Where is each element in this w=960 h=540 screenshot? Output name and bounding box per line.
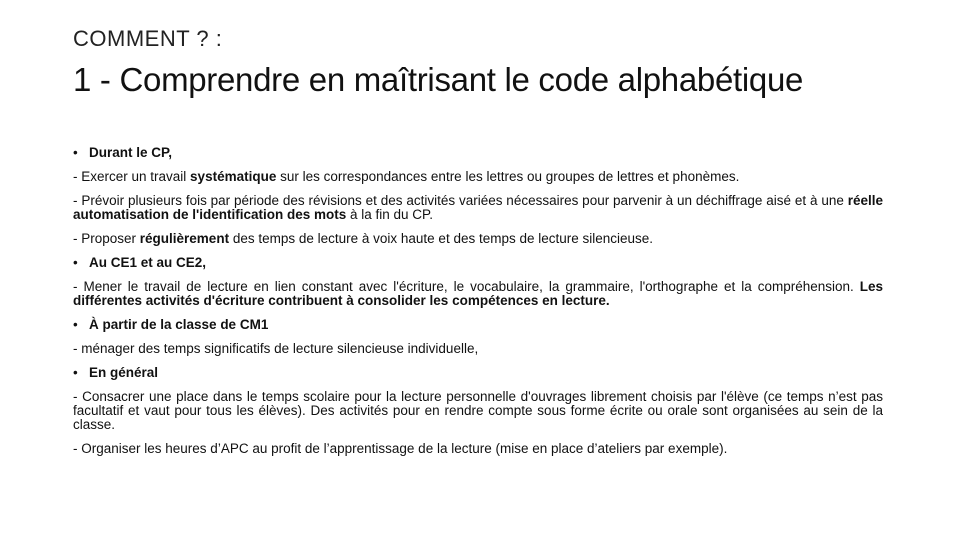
subtitle: COMMENT ? : [73,26,223,51]
emphasis: Les différentes activités d'écriture contribuent à consolider les compétences en lecture. [73,279,883,308]
bullet-general [73,366,883,380]
line-menager [73,342,883,356]
emphasis: systématique [190,169,277,184]
bullet-icon: • [73,317,78,332]
bullet-label: En général [89,365,159,380]
bullet-durant-cp [73,146,883,160]
bullet-icon: • [73,365,78,380]
line-prevoir [73,194,883,222]
emphasis: régulièrement [139,231,230,246]
text: - Organiser les heures d’APC au profit de l’apprentissage de la lecture (mise en place d’ateliers par exemple). [73,441,728,456]
text: - Proposer [73,231,140,246]
text: - Exercer un travail [73,169,191,184]
text: sur les correspondances entre les lettres ou groupes de lettres et phonèmes. [276,169,740,184]
text: - Consacrer une place dans le temps scolaire pour la lecture personnelle d'ouvrages librement choisis par l'élève (ce temps n’est pas facultatif et vaut pour tous les élèves). Des activités pour en rendre compte sous forme écrite ou orale sont organisées au sein de la classe. [73,389,883,432]
line-organiser [73,442,883,456]
line-exercer [73,170,883,184]
bullet-cm1 [73,318,883,332]
text: - Prévoir plusieurs fois par période des révisions et des activités variées nécessaires pour parvenir à un déchiffrage aisé et à une [73,193,848,208]
content-body [73,146,883,456]
bullet-label: Durant le CP, [89,145,173,160]
line-consacrer [73,390,883,432]
bullet-label: À partir de la classe de CM1 [89,317,269,332]
line-proposer [73,232,883,246]
text: - Mener le travail de lecture en lien constant avec l'écriture, le vocabulaire, la grammaire, l'orthographe et la compréhension. [73,279,860,294]
bullet-ce1-ce2 [73,256,883,270]
emphasis: réelle automatisation de l'identification des mots [73,193,883,222]
page-title: 1 - Comprendre en maîtrisant le code alphabétique [73,61,804,98]
bullet-label: Au CE1 et au CE2, [89,255,207,270]
line-mener [73,280,883,308]
bullet-icon: • [73,255,78,270]
text: à la fin du CP. [346,207,434,222]
text: - ménager des temps significatifs de lecture silencieuse individuelle, [73,341,479,356]
bullet-icon: • [73,145,78,160]
text: des temps de lecture à voix haute et des temps de lecture silencieuse. [229,231,654,246]
